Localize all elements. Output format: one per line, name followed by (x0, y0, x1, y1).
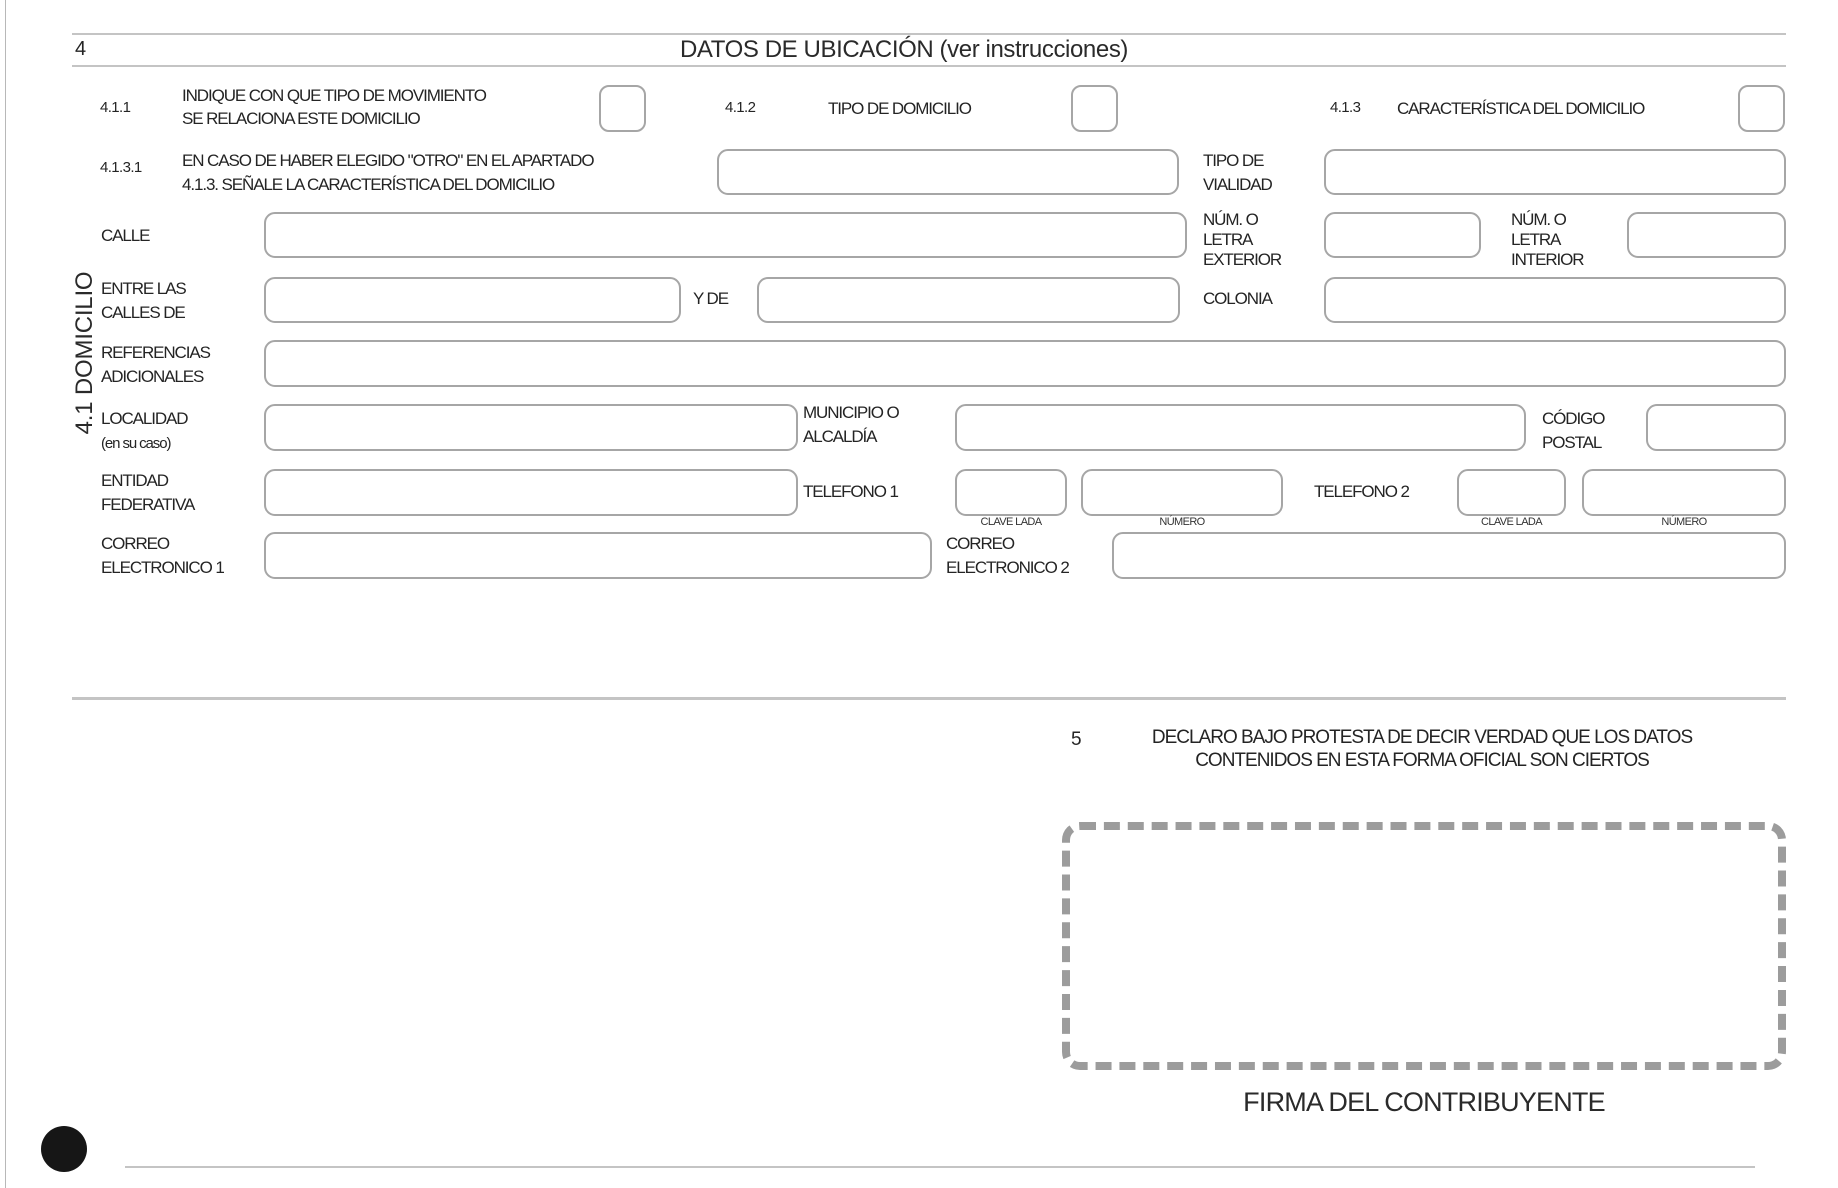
telefono2-lada-field[interactable] (1457, 469, 1566, 516)
other-characteristic-field[interactable] (717, 149, 1179, 195)
domicile-characteristic-box[interactable] (1738, 85, 1785, 132)
num-exterior-field[interactable] (1324, 212, 1481, 258)
registration-mark (41, 1126, 87, 1172)
entidad-label-line1: ENTIDAD (101, 471, 168, 490)
entre-calles-field[interactable] (264, 277, 681, 323)
num-exterior-label-line1: NÚM. O (1203, 210, 1258, 229)
localidad-label-line2: (en su caso) (101, 435, 171, 452)
telefono1-number-field[interactable] (1081, 469, 1283, 516)
telefono2-lada-caption: CLAVE LADA (1480, 516, 1543, 528)
signature-label: FIRMA DEL CONTRIBUYENTE (1243, 1087, 1605, 1117)
num-exterior-label-line2: LETRA (1203, 230, 1253, 249)
q412-number: 4.1.2 (725, 99, 756, 116)
domicile-type-box[interactable] (1071, 85, 1118, 132)
correo2-label-line1: CORREO (946, 534, 1015, 553)
header-bottom-rule (72, 65, 1786, 67)
q411-label-line1: INDIQUE CON QUE TIPO DE MOVIMIENTO (182, 86, 486, 105)
referencias-label-line1: REFERENCIAS (101, 343, 210, 362)
telefono2-label: TELEFONO 2 (1314, 482, 1409, 501)
telefono2-number-caption: NÚMERO (1661, 516, 1707, 528)
tipo-vialidad-field[interactable] (1324, 149, 1786, 195)
municipio-label-line2: ALCALDÍA (803, 427, 877, 446)
entidad-field[interactable] (264, 469, 798, 516)
signature-box[interactable] (1062, 822, 1786, 1070)
codigo-postal-field[interactable] (1646, 404, 1786, 451)
domicilio-vertical-label: 4.1 DOMICILIO (71, 271, 98, 435)
q413-label: CARACTERÍSTICA DEL DOMICILIO (1397, 99, 1645, 118)
num-exterior-label-line3: EXTERIOR (1203, 250, 1282, 269)
calle-label: CALLE (101, 226, 150, 245)
q4131-number: 4.1.3.1 (100, 159, 142, 176)
section-divider (72, 697, 1786, 700)
telefono1-label: TELEFONO 1 (803, 482, 898, 501)
correo2-field[interactable] (1112, 532, 1786, 579)
q413-number: 4.1.3 (1330, 99, 1361, 116)
tipo-vialidad-label-line2: VIALIDAD (1203, 175, 1272, 194)
municipio-label-line1: MUNICIPIO O (803, 403, 899, 422)
declaration-line2: CONTENIDOS EN ESTA FORMA OFICIAL SON CIERTOS (1195, 750, 1649, 771)
footer-rule (125, 1166, 1755, 1168)
correo1-label-line2: ELECTRONICO 1 (101, 558, 224, 577)
q411-number: 4.1.1 (100, 99, 131, 116)
referencias-field[interactable] (264, 340, 1786, 387)
num-interior-label-line1: NÚM. O (1511, 210, 1566, 229)
municipio-field[interactable] (955, 404, 1526, 451)
q411-label-line2: SE RELACIONA ESTE DOMICILIO (182, 109, 420, 128)
y-de-field[interactable] (757, 277, 1180, 323)
tipo-vialidad-label-line1: TIPO DE (1203, 151, 1264, 170)
section-title: DATOS DE UBICACIÓN (ver instrucciones) (680, 36, 1129, 63)
entre-calles-label-line1: ENTRE LAS (101, 279, 186, 298)
entidad-label-line2: FEDERATIVA (101, 495, 195, 514)
q4131-label-line1: EN CASO DE HABER ELEGIDO "OTRO" EN EL APARTADO (182, 151, 594, 170)
referencias-label-line2: ADICIONALES (101, 367, 204, 386)
calle-field[interactable] (264, 212, 1187, 258)
y-de-label: Y DE (693, 289, 728, 308)
localidad-field[interactable] (264, 404, 798, 451)
telefono1-lada-field[interactable] (955, 469, 1067, 516)
localidad-label-line1: LOCALIDAD (101, 409, 188, 428)
colonia-field[interactable] (1324, 277, 1786, 323)
q412-label: TIPO DE DOMICILIO (828, 99, 971, 118)
num-interior-label-line3: INTERIOR (1511, 250, 1584, 269)
entre-calles-label-line2: CALLES DE (101, 303, 185, 322)
page-left-border (5, 0, 6, 1188)
correo2-label-line2: ELECTRONICO 2 (946, 558, 1069, 577)
correo1-label-line1: CORREO (101, 534, 170, 553)
section-number: 4 (75, 38, 86, 60)
num-interior-label-line2: LETRA (1511, 230, 1561, 249)
codigo-postal-label-line1: CÓDIGO (1542, 409, 1605, 428)
codigo-postal-label-line2: POSTAL (1542, 433, 1602, 452)
movement-type-box[interactable] (599, 85, 646, 132)
telefono1-lada-caption: CLAVE LADA (980, 516, 1042, 528)
declaration-line1: DECLARO BAJO PROTESTA DE DECIR VERDAD QUE LOS DATOS (1151, 727, 1693, 748)
telefono2-number-field[interactable] (1582, 469, 1786, 516)
correo1-field[interactable] (264, 532, 932, 579)
telefono1-number-caption: NÚMERO (1159, 516, 1205, 528)
q4131-label-line2: 4.1.3. SEÑALE LA CARACTERÍSTICA DEL DOMICILIO (182, 175, 555, 194)
colonia-label: COLONIA (1203, 289, 1272, 308)
num-interior-field[interactable] (1627, 212, 1786, 258)
section5-number: 5 (1071, 729, 1081, 750)
